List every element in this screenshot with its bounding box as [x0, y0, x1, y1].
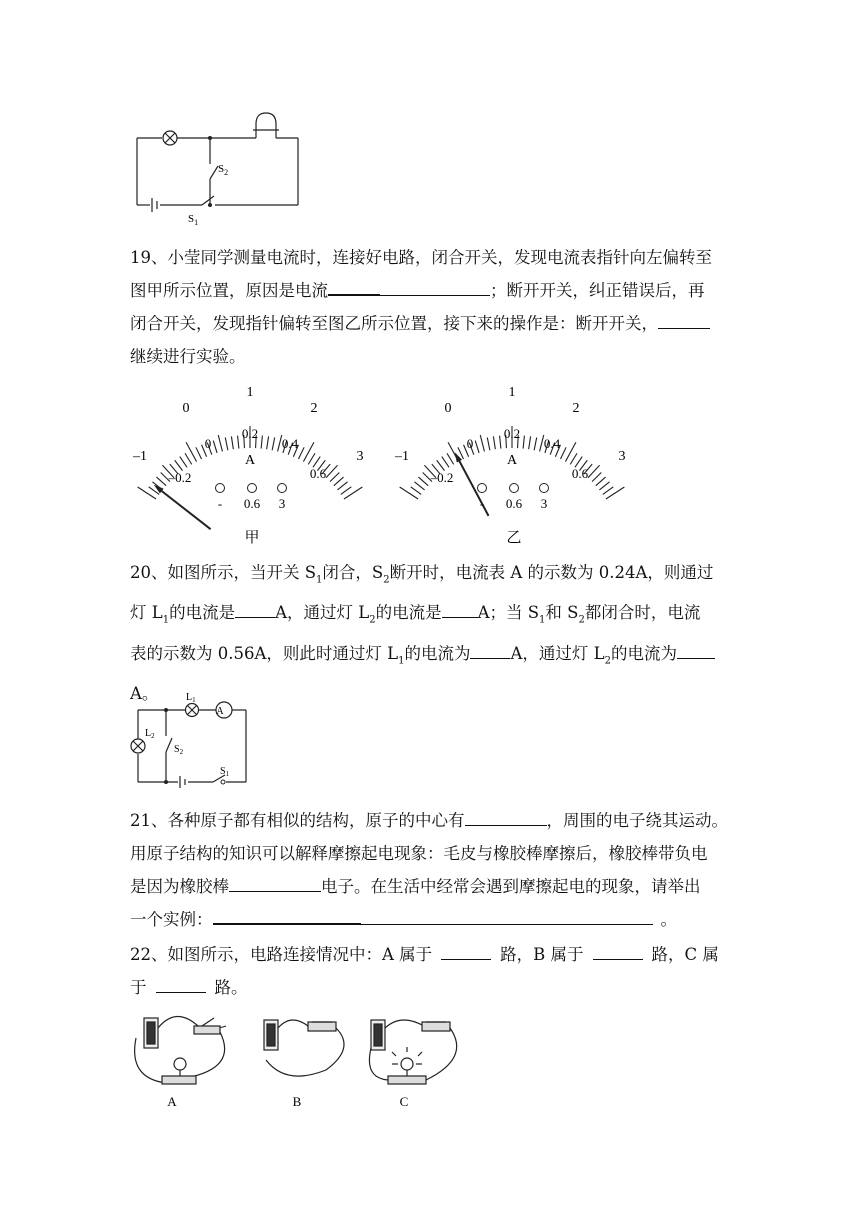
dial-tick: [480, 435, 484, 451]
dial-tick: [225, 437, 228, 450]
terminal: [510, 484, 519, 493]
upper-scale-label: 0: [182, 401, 190, 416]
terminal: [540, 484, 549, 493]
q21-blank-1[interactable]: [465, 807, 547, 826]
upper-scale-label: 1: [246, 385, 254, 400]
terminal-label: -: [479, 496, 485, 511]
upper-scale-label: 2: [310, 401, 318, 416]
s1-label: $S_1$: [220, 766, 230, 778]
dial-tick: [156, 477, 166, 486]
ammeter-yi: [394, 385, 626, 546]
figure-22-circuits: [126, 1008, 476, 1118]
dial-tick: [298, 447, 304, 459]
dial-tick: [534, 437, 537, 450]
dial-tick: [570, 453, 577, 464]
dial-tick: [344, 487, 362, 499]
upper-scale-label: 1: [508, 385, 516, 400]
upper-scale-label: –1: [133, 449, 147, 464]
label-b: B: [292, 1094, 302, 1109]
q22-line-1: 22、如图所示，电路连接情况中：A 属于 路，B 属于 路，C 属: [130, 938, 730, 971]
upper-scale-label: 3: [356, 449, 364, 464]
question-21: [130, 804, 730, 936]
dial-tick: [138, 487, 156, 499]
terminal-label: 3: [278, 496, 286, 511]
q19-line-3: 闭合开关，发现指针偏转至图乙所示位置，接下来的操作是：断开开关，: [130, 307, 730, 340]
terminal: [216, 484, 225, 493]
dial-tick: [596, 477, 606, 486]
dial-tick: [487, 437, 490, 450]
dial-caption: 甲: [244, 530, 260, 546]
dial-tick: [330, 473, 339, 482]
question-22: [130, 938, 730, 1004]
q20-blank-3[interactable]: [470, 640, 510, 659]
q22-blank-3[interactable]: [156, 974, 206, 993]
dial-tick: [272, 437, 275, 450]
lower-scale-label: –0.2: [168, 470, 192, 485]
dial-tick: [606, 487, 624, 499]
dial-tick: [523, 436, 524, 449]
circuit-diagram-1: [130, 108, 310, 226]
upper-scale-label: –1: [395, 449, 409, 464]
circuit-b: [264, 1020, 344, 1076]
upper-scale-label: 0: [444, 401, 452, 416]
dial-tick: [261, 436, 262, 449]
dial-tick: [238, 436, 239, 449]
q19-blank-2[interactable]: [658, 310, 710, 329]
q19-line-1: 19、小莹同学测量电流时，连接好电路，闭合开关，发现电流表指针向左偏转至: [130, 248, 712, 267]
upper-scale-label: 2: [572, 401, 580, 416]
unit-label: A: [244, 453, 256, 468]
dial-tick: [475, 441, 479, 453]
dial-tick: [603, 487, 614, 495]
terminal-label: 0.6: [505, 496, 523, 511]
unit-label: A: [506, 453, 518, 468]
lower-scale-label: 0.2: [241, 426, 259, 441]
q20-blank-4[interactable]: [677, 640, 715, 659]
dial-tick: [500, 436, 501, 449]
circuit-a: [135, 1016, 226, 1084]
circuit-c: [369, 1020, 456, 1084]
dial-tick: [418, 477, 428, 486]
lower-scale-label: 0.4: [543, 436, 561, 451]
lower-scale-label: 0.6: [309, 466, 327, 481]
q20-blank-1[interactable]: [235, 599, 275, 618]
terminal-label: 3: [540, 496, 548, 511]
terminal-label: -: [217, 496, 223, 511]
circuit-diagram-2: [128, 690, 258, 794]
question-20: [130, 556, 730, 710]
dial-tick: [218, 435, 222, 451]
dial-tick: [493, 436, 495, 449]
l1-label: $L_1$: [186, 692, 196, 704]
question-19: [130, 241, 730, 373]
dial-tick: [196, 447, 202, 459]
dial-tick: [334, 477, 344, 486]
dial-tick: [411, 487, 422, 495]
dial-caption: 乙: [506, 530, 522, 546]
terminal: [278, 484, 287, 493]
q19-blank-1a[interactable]: [328, 276, 380, 296]
label-c: C: [399, 1094, 409, 1109]
q21-line-1: 21、各种原子都有相似的结构，原子的中心有 ，周围的电子绕其运动。: [130, 804, 730, 837]
dial-tick: [592, 473, 601, 482]
lower-scale-label: –0.2: [430, 470, 454, 485]
terminal-label: 0.6: [243, 496, 261, 511]
dial-tick: [337, 482, 347, 490]
q19-line-2: 图甲所示位置，原因是电流 ；断开开关，纠正错误后，再: [130, 274, 730, 307]
s1-label: $S_1$: [188, 213, 199, 226]
dial-tick: [267, 436, 269, 449]
dial-tick: [180, 457, 187, 468]
q19-blank-1b[interactable]: [380, 277, 490, 296]
label-a: A: [167, 1094, 177, 1109]
ammeter-symbol-label: A: [216, 706, 224, 717]
s2-label: $S_2$: [218, 163, 229, 177]
ammeter-figure: [120, 382, 640, 552]
q21-blank-2[interactable]: [229, 873, 321, 892]
dial-tick: [599, 482, 609, 490]
dial-tick: [442, 457, 449, 468]
needle: [157, 487, 211, 529]
dial-tick: [414, 482, 424, 490]
q21-line-2: 用原子结构的知识可以解释摩擦起电现象：毛皮与橡胶棒摩擦后，橡胶棒带负电: [130, 844, 708, 863]
ammeter-jia: [132, 385, 364, 546]
dial-tick: [447, 453, 454, 464]
terminal: [478, 484, 487, 493]
terminal: [248, 484, 257, 493]
upper-scale-label: 3: [618, 449, 626, 464]
q20-line-3: 表的示数为 0.56A，则此时通过灯 $L_1$的电流为 A，通过灯 $L_2$的电流为: [130, 637, 730, 677]
q21-blank-3a[interactable]: [213, 905, 361, 925]
s2-label: $S_2$: [174, 744, 184, 756]
dial-tick: [231, 436, 233, 449]
lower-scale-label: 0: [466, 436, 474, 451]
q22-line-2: 于 路。: [130, 971, 730, 1004]
dial-tick: [400, 487, 418, 499]
dial-tick: [560, 447, 566, 459]
lower-scale-label: 0.4: [281, 436, 299, 451]
q22-blank-2[interactable]: [593, 941, 643, 960]
dial-tick: [213, 441, 217, 453]
dial-tick: [185, 453, 192, 464]
q20-line-4: A。: [130, 683, 159, 703]
dial-tick: [308, 453, 315, 464]
q20-line-1: 20、如图所示，当开关 $S_1$闭合，$S_2$断开时，电流表 A 的示数为 0.24A，则通过: [130, 563, 714, 586]
q21-line-4: 一个实例： 。: [130, 903, 730, 936]
q22-blank-1[interactable]: [441, 941, 491, 960]
q20-line-2: 灯 $L_1$的电流是 A，通过灯 $L_2$的电流是 A；当 $S_1$和 $S_2$都闭合时，电流: [130, 596, 730, 636]
dial-tick: [529, 436, 531, 449]
q19-line-4: 继续进行实验。: [130, 347, 246, 366]
q20-blank-2[interactable]: [442, 599, 478, 618]
lower-scale-label: 0.2: [503, 426, 521, 441]
dial-tick: [341, 487, 352, 495]
lower-scale-label: 0: [204, 436, 212, 451]
l2-label: $L_2$: [145, 728, 155, 740]
lower-scale-label: 0.6: [571, 466, 589, 481]
q21-line-3: 是因为橡胶棒 电子。在生活中经常会遇到摩擦起电的现象，请举出: [130, 870, 730, 903]
q21-blank-3b[interactable]: [361, 906, 653, 925]
